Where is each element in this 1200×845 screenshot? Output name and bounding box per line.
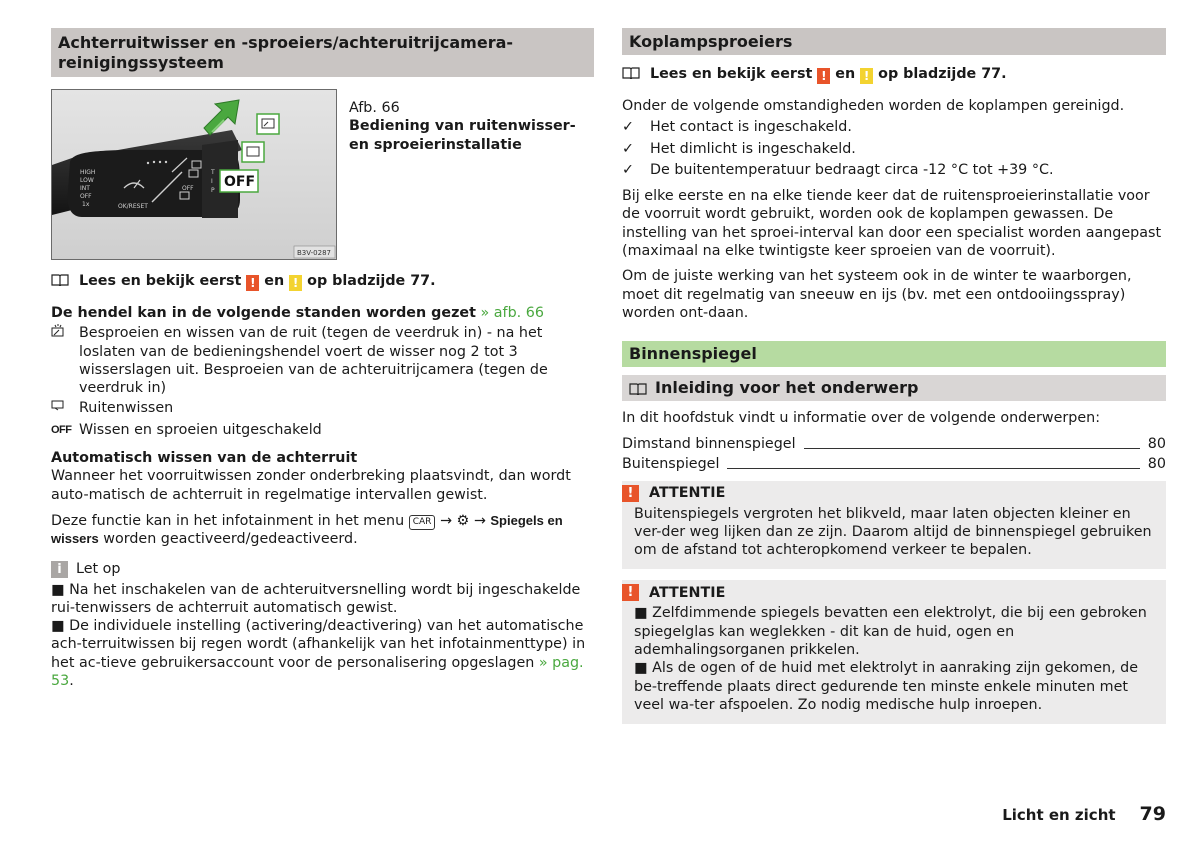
infotainment-line [51, 512, 594, 549]
position-item-washer [51, 324, 594, 397]
note-item-1: ■ Na het inschakelen van de achteruitversnelling wordt bij ingeschakelde rui-tenwissers de achterruit automatisch gewist. [51, 581, 581, 616]
warning-icon: ! [622, 485, 639, 502]
position-text-washer: Besproeien en wissen van de ruit (tegen de veerdruk in) - na het loslaten van de bedieningshendel voert de wisser nog 2 tot 3 wisserslagen uit. Besproeien van de achteruitrijcamera (tegen de veerdruk in) [79, 325, 548, 397]
figure-block [51, 89, 594, 261]
note-ref-end: . [69, 673, 74, 690]
lever-label-high: HIGH [80, 169, 96, 176]
read-first-line-right [622, 65, 1166, 84]
read-first-prefix: Lees en bekijk eerst [78, 273, 242, 289]
warning-icon: ! [622, 584, 639, 601]
attention-item-text: Zelfdimmende spiegels bevatten een elektrolyt, die bij een gebroken spiegelglas kan weglekken - dit kan de huid, ogen en ademhalingsorganen prikkelen. [634, 605, 1147, 659]
toc-entry[interactable] [622, 455, 1166, 474]
lever-label-low: LOW [80, 177, 94, 184]
note-item-2: ■ De individuele instelling (activering/deactivering) van het automatische ach-terruitwissen bij regen wordt (afhankelijk van het infotainmenttype) in het ac-tieve gebruikersaccount voor de personalisering opgeslagen » pag. 53. [51, 618, 586, 690]
check-icon: ✓ [622, 140, 634, 157]
infotainment-prefix: Deze functie kan in het infotainment in het menu [51, 512, 405, 529]
condition-item [622, 161, 1166, 179]
subtitle-text: Inleiding voor het onderwerp [655, 378, 919, 398]
off-target-label: OFF [224, 174, 256, 190]
auto-wipe-title: Automatisch wissen van de achterruit [51, 450, 358, 467]
read-first-line [51, 272, 594, 291]
info-icon: i [51, 561, 68, 578]
position-item-off [51, 421, 594, 439]
lever-label-int: INT [80, 185, 90, 192]
intro-text: In dit hoofdstuk vindt u informatie over de volgende onderwerpen: [622, 410, 1101, 427]
headlight-para-2: Om de juiste werking van het systeem ook in de winter te waarborgen, moet dit regelmatig van sneeuw en ijs (bv. met een ontdooiingsspray) worden ont-daan. [622, 268, 1132, 321]
rear-wiper-icon [51, 399, 67, 417]
note-text-2: De individuele instelling (activering/deactivering) van het automatische ach-terruitwissen bij regen wordt (afhankelijk van het infotainmenttype) in het ac-tieve gebruikersaccount voor de personalisering opgeslagen [51, 618, 586, 671]
lever-label-off: OFF [80, 193, 92, 200]
book-icon [622, 66, 640, 79]
lever-label-1x: 1x [82, 201, 90, 208]
position-text-wipe: Ruitenwissen [79, 400, 174, 417]
menu-item-mirrors-wipers: Spiegels en wissers [51, 512, 563, 547]
off-icon: OFF [51, 423, 72, 436]
book-icon [51, 273, 69, 286]
lever-label-ok-reset: OK/RESET [118, 203, 148, 210]
attention-box-1 [622, 481, 1166, 570]
condition-item [622, 140, 1166, 158]
lever-label-p: P [211, 187, 215, 194]
attention-item-2: ■ Als de ogen of de huid met elektrolyt in aanraking zijn gekomen, de be-treffende plaats direct gedurende ten minste enkele minuten met veel wa-ter afspoelen. Zo nodig medische hulp inroepen. [634, 660, 1139, 713]
headlight-para-1: Bij elke eerste en na elke tiende keer dat de ruitensproeierinstallatie voor de voorruit wordt gebruikt, worden ook de koplampen gewassen. De instelling van het sproei-interval kan door een specialist worden aangepast (maximaal na elke twintigste keer sproeien van de voorruit). [622, 188, 1162, 260]
toc-leader [727, 468, 1139, 469]
check-icon: ✓ [622, 119, 634, 136]
toc-label: Dimstand binnenspiegel [622, 435, 796, 452]
condition-text: Het dimlicht is ingeschakeld. [649, 140, 856, 157]
figure-caption-text: Bediening van ruitenwisser- en sproeierinstallatie [349, 118, 576, 153]
read-first-suffix: op bladzijde 77. [307, 273, 436, 289]
washer-wiper-target-icon [257, 114, 279, 134]
subtitle-introduction [622, 375, 1166, 401]
auto-wipe-text: Wanneer het voorruitwissen zonder onderbreking plaatsvindt, dan wordt auto-matisch de achterruit in regelmatige intervallen gewist. [51, 468, 571, 503]
infotainment-suffix: worden geactiveerd/gedeactiveerd. [103, 531, 358, 548]
position-text-off: Wissen en sproeien uitgeschakeld [79, 421, 322, 438]
figure-label: Afb. 66 [349, 100, 400, 116]
toc-page: 80 [1147, 455, 1166, 472]
figure-wiper-lever [51, 89, 337, 260]
section-title-headlight-washers: Koplampsproeiers [622, 28, 1166, 55]
attention-header [622, 584, 1154, 601]
read-first-prefix: Lees en bekijk eerst [649, 66, 813, 82]
read-first-connector: en [264, 273, 285, 289]
positions-intro [51, 304, 594, 322]
washer-wiper-icon [51, 324, 67, 397]
car-button-icon: CAR [409, 515, 436, 530]
attention-title: ATTENTIE [649, 485, 726, 502]
attention-item-text: Als de ogen of de huid met elektrolyt in aanraking zijn gekomen, de be-treffende plaats direct gedurende ten minste enkele minuten met veel wa-ter afspoelen. Zo nodig medische hulp inroepen. [634, 660, 1139, 713]
attention-box-2 [622, 580, 1166, 724]
right-column [622, 28, 1166, 724]
toc-leader [804, 448, 1140, 449]
book-icon [629, 382, 647, 395]
figure-caption [349, 99, 589, 154]
page-footer [1002, 803, 1166, 825]
rear-wiper-target-icon [242, 142, 264, 162]
conditions-intro: Onder de volgende omstandigheden worden de koplampen gereinigd. [622, 98, 1125, 114]
lever-label-i: I [211, 178, 213, 185]
warning-red-icon: ! [246, 275, 259, 291]
note-ref-link[interactable]: » pag. 53 [51, 654, 584, 690]
attention-text: Buitenspiegels vergroten het blikveld, maar laten objecten kleiner en ver-der weg lijken dan ze zijn. Daarom altijd de binnenspiegel gebruiken om de afstand tot achteropkomend verkeer te bepalen. [634, 505, 1152, 559]
check-icon: ✓ [622, 161, 634, 178]
positions-ref-link[interactable]: » afb. 66 [480, 305, 544, 321]
condition-text: Het contact is ingeschakeld. [649, 119, 852, 136]
toc-page: 80 [1147, 435, 1166, 452]
note-text-1: Na het inschakelen van de achteruitversnelling wordt bij ingeschakelde rui-tenwissers de achterruit automatisch gewist. [51, 581, 581, 616]
settings-gear-icon: ⚙ [456, 512, 470, 529]
condition-item [622, 118, 1166, 136]
lever-label-t: T [211, 169, 215, 176]
position-item-wipe [51, 399, 594, 417]
warning-red-icon: ! [817, 68, 830, 84]
condition-text: De buitentemperatuur bedraagt circa -12 °C tot +39 °C. [649, 161, 1054, 178]
attention-header [622, 485, 1154, 502]
read-first-suffix: op bladzijde 77. [878, 66, 1007, 82]
note-header [51, 561, 594, 578]
toc-entry[interactable] [622, 435, 1166, 454]
toc-label: Buitenspiegel [622, 455, 720, 472]
warning-yellow-icon: ! [289, 275, 302, 291]
note-title: Let op [76, 561, 121, 578]
menu-arrow-1: → [439, 512, 452, 529]
wiper-lever-illustration [52, 90, 336, 259]
left-column [51, 28, 594, 690]
section-title-rear-wiper: Achterruitwisser en -sproeiers/achteruitrijcamera-reinigingssysteem [51, 28, 594, 77]
section-title-interior-mirror: Binnenspiegel [622, 341, 1166, 367]
attention-title: ATTENTIE [649, 584, 726, 601]
warning-yellow-icon: ! [860, 68, 873, 84]
lever-label-rear-off: OFF [182, 185, 194, 192]
attention-item-1: ■ Zelfdimmende spiegels bevatten een elektrolyt, die bij een gebroken spiegelglas kan weglekken - dit kan de huid, ogen en ademhalingsorganen prikkelen. [634, 605, 1147, 659]
positions-intro-text: De hendel kan in de volgende standen worden gezet [51, 305, 476, 321]
read-first-connector: en [835, 66, 856, 82]
chapter-name: Licht en zicht [1002, 806, 1116, 824]
menu-arrow-2: → [473, 512, 486, 529]
page-number: 79 [1139, 803, 1166, 825]
figure-code: B3V-0287 [297, 249, 331, 257]
